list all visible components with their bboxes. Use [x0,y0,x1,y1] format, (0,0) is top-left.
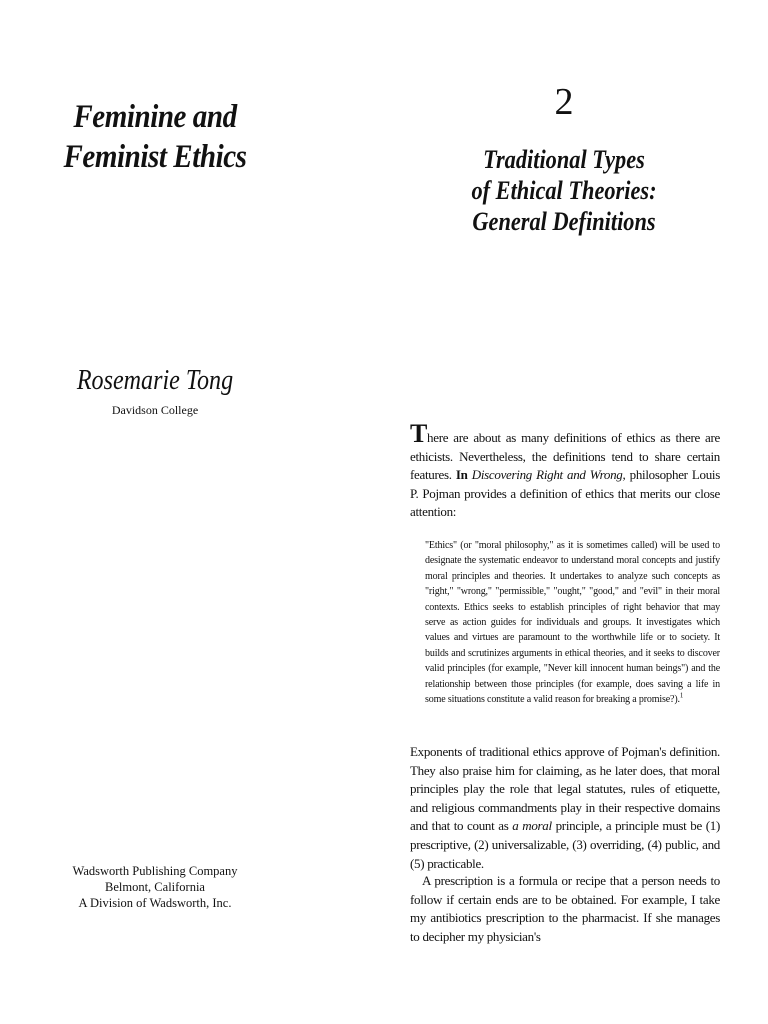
book-title-line2: Feminist Ethics [63,139,247,175]
footnote-marker: 1 [679,691,684,700]
third-paragraph: A prescription is a formula or recipe that a person needs to follow if certain ends are to be obtained. For example, I take my antibiotics prescription to the pharmacist. If she manages to decipher my physician's [410,873,720,944]
drop-cap: T [410,419,428,448]
block-quote [425,538,720,707]
intro-text-a: here are about as many definitions of ethics as there are ethicists. Nevertheless, the definitions tend to share certain features. [410,430,720,483]
para2-text-b: principle, a principle must be (1) prescriptive, (2) universalizable, (3) overriding, (4) public, and (5) practicable. [410,818,720,871]
para2-italic: a moral [512,818,552,834]
publisher-location: Belmont, California [105,880,205,894]
chapter-title [461,144,667,237]
book-reference: Discovering Right and Wrong, [467,467,626,483]
intro-text-bold: In [455,467,468,483]
chapter-title-line1: Traditional Types [483,145,645,174]
book-title-line1: Feminine and [73,99,237,135]
publisher-name: Wadsworth Publishing Company [72,864,238,878]
intro-paragraph [410,419,720,522]
author-name: Rosemarie Tong [76,365,234,396]
publisher-block [40,863,270,911]
intro-text-b: philosopher Louis P. Pojman provides a definition of ethics that merits our close attention: [410,467,720,520]
quote-text: "Ethics" (or "moral philosophy," as it is sometimes called) will be used to designate the systematic endeavor to understand moral concepts and justify moral principles and theories. It undertakes to analyze such concepts as "right," "wrong," "permissible," "ought," "good," and "evil" in their moral contexts. Ethics seeks to establish principles of right behavior that may serve as action guides for individuals and groups. It investigates which values and virtues are paramount to the worthwhile life or to society. It builds and scrutinizes arguments in ethical theories, and it seeks to discover valid principles (for example, "Never kill innocent human beings") and the relationship between those principles (for example, does saving a life in some situations constitute a valid reason for breaking a promise?). [425,540,720,706]
second-paragraph [410,743,720,873]
chapter-number: 2 [554,81,574,123]
publisher-division: A Division of Wadsworth, Inc. [78,896,232,910]
chapter-title-line2: of Ethical Theories: [471,176,657,205]
author-affiliation: Davidson College [111,403,199,417]
right-page [384,0,768,1024]
para2-text-a: Exponents of traditional ethics approve of Pojman's definition. They also praise him for claiming, as he later does, that moral principles play the role that legal statutes, rules of etiquette, and religious commandments play in their respective domains and that to count as [410,744,720,834]
chapter-title-line3: General Definitions [472,207,656,236]
book-title [54,97,256,177]
